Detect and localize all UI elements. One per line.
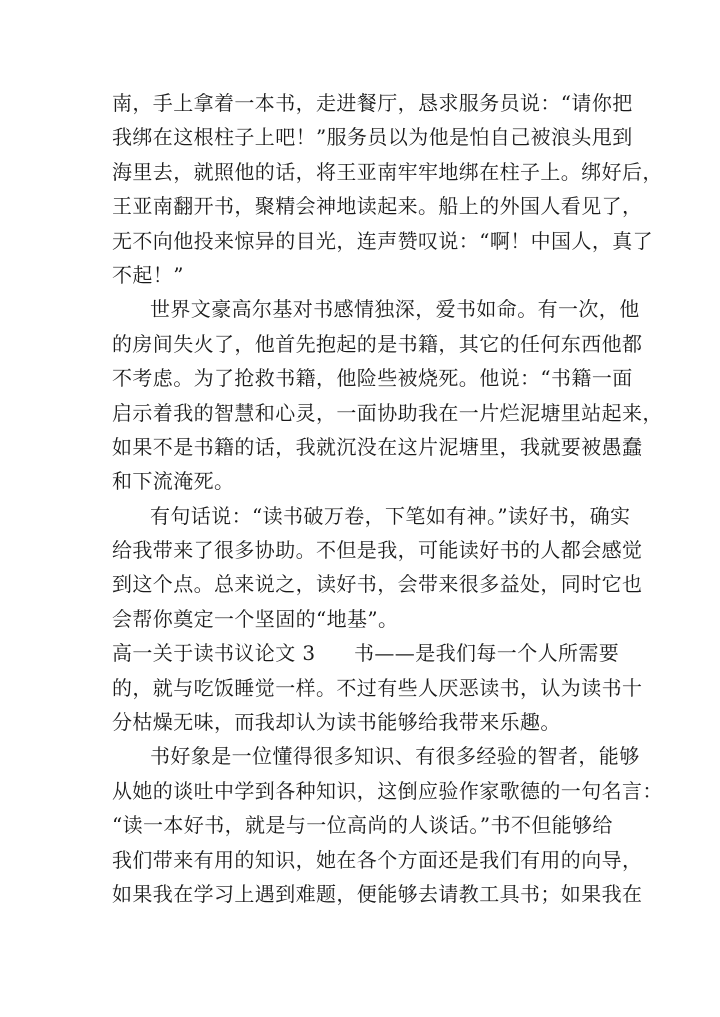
- text-line: 书好象是一位懂得很多知识、有很多经验的智者，能够: [150, 744, 640, 769]
- text-line: 如果我在学习上遇到难题，便能够去请教工具书；如果我在: [112, 881, 643, 906]
- text-line: 的，就与吃饭睡觉一样。不过有些人厌恶读书，认为读书十: [112, 675, 643, 700]
- paragraph-essay-3-intro: [112, 636, 643, 739]
- text-line: 不考虑。为了抢救书籍，他险些被烧死。他说：“书籍一面: [112, 366, 633, 391]
- paragraph-saying: [112, 499, 643, 637]
- text-line: 分枯燥无味，而我却认为读书能够给我带来乐趣。: [112, 710, 561, 735]
- text-line: 王亚南翻开书，聚精会神地读起来。船上的外国人看见了，: [112, 194, 643, 219]
- text-line: 不起！”: [112, 262, 184, 287]
- text-line: 会帮你奠定一个坚固的“地基”。: [112, 606, 399, 631]
- text-line: 的房间失火了，他首先抱起的是书籍，其它的任何东西他都: [112, 331, 643, 356]
- section-heading: 高一关于读书议论文 3: [112, 641, 316, 666]
- text-line: 和下流淹死。: [112, 469, 235, 494]
- text-line: 无不向他投来惊异的目光，连声赞叹说：“啊！中国人，真了: [112, 228, 654, 253]
- article-body: [112, 86, 663, 911]
- text-line: 南，手上拿着一本书，走进餐厅，恳求服务员说：“请你把: [112, 91, 633, 115]
- text-line: 启示着我的智慧和心灵，一面协助我在一片烂泥塘里站起来，: [112, 400, 663, 425]
- text-line: “读一本好书，就是与一位高尚的人谈话。”书不但能够给: [112, 813, 613, 838]
- text-line: 我绑在这根柱子上吧！”服务员以为他是怕自己被浪头甩到: [112, 125, 633, 150]
- text-line: 从她的谈吐中学到各种知识，这倒应验作家歌德的一句名言：: [112, 778, 663, 803]
- heading-line: [112, 636, 632, 670]
- text-line: 海里去，就照他的话，将王亚南牢牢地绑在柱子上。绑好后，: [112, 159, 663, 184]
- text-line: 书——是我们每一个人所需要: [354, 641, 620, 666]
- paragraph-wise-person: [112, 739, 663, 911]
- text-line: 给我带来了很多协助。不但是我，可能读好书的人都会感觉: [112, 538, 643, 563]
- text-line: 到这个点。总来说之，读好书，会带来很多益处，同时它也: [112, 572, 643, 597]
- text-line: 有句话说：“读书破万卷，下笔如有神。”读好书，确实: [150, 503, 631, 528]
- text-line: 如果不是书籍的话，我就沉没在这片泥塘里，我就要被愚蠢: [112, 434, 643, 459]
- text-line: 我们带来有用的知识，她在各个方面还是我们有用的向导，: [112, 847, 643, 872]
- paragraph-gorky: [112, 292, 663, 498]
- text-line: 世界文豪高尔基对书感情独深，爱书如命。有一次，他: [150, 297, 640, 322]
- paragraph-wang-yanan: [112, 86, 663, 292]
